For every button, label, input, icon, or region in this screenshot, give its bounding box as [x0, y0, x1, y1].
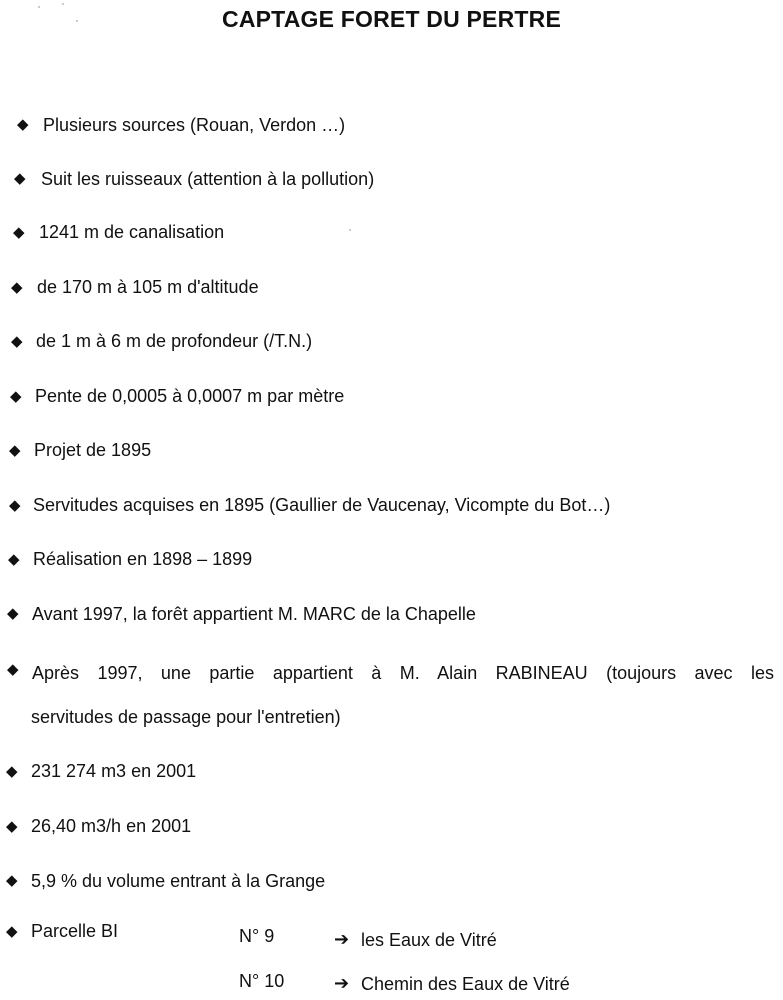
scan-speck [349, 229, 351, 231]
list-item: 5,9 % du volume entrant à la Grange [31, 871, 326, 891]
bullet-icon: ◆ [14, 170, 26, 187]
bullet-icon: ◆ [11, 279, 23, 296]
bullet-icon: ◆ [9, 442, 21, 459]
list-item: Pente de 0,0005 à 0,0007 m par mètre [35, 386, 345, 406]
scan-speck [62, 3, 64, 5]
bullet-icon: ◆ [7, 605, 19, 622]
list-item: 1241 m de canalisation [39, 222, 225, 242]
list-item-long-line1: Après 1997, une partie appartient à M. Alain RABINEAU (toujours avec les [32, 663, 774, 683]
list-item: de 170 m à 105 m d'altitude [37, 277, 259, 297]
bullet-icon: ◆ [17, 116, 29, 133]
list-item: Suit les ruisseaux (attention à la pollution) [41, 169, 375, 189]
bullet-icon: ◆ [10, 388, 22, 405]
arrow-right-icon: ➔ [334, 973, 350, 993]
parcel-number: N° 9 [239, 926, 275, 946]
list-item: 26,40 m3/h en 2001 [31, 816, 192, 836]
list-item: Plusieurs sources (Rouan, Verdon …) [43, 115, 346, 135]
list-item: de 1 m à 6 m de profondeur (/T.N.) [36, 331, 313, 351]
list-item: Réalisation en 1898 – 1899 [33, 549, 253, 569]
list-item: Servitudes acquises en 1895 (Gaullier de Vaucenay, Vicompte du Bot…) [33, 495, 611, 515]
list-item: 231 274 m3 en 2001 [31, 761, 197, 781]
parcel-label: Parcelle BI [31, 921, 119, 941]
bullet-icon: ◆ [6, 818, 18, 835]
bullet-icon: ◆ [6, 923, 18, 940]
arrow-right-icon: ➔ [334, 929, 350, 949]
parcel-number: N° 10 [239, 971, 285, 991]
list-item-long-line2: servitudes de passage pour l'entretien) [31, 707, 341, 727]
bullet-icon: ◆ [13, 224, 25, 241]
bullet-icon: ◆ [7, 661, 19, 678]
bullet-icon: ◆ [6, 763, 18, 780]
parcel-destination: Chemin des Eaux de Vitré [361, 974, 570, 994]
page-title: CAPTAGE FORET DU PERTRE [222, 6, 561, 32]
list-item: Projet de 1895 [34, 440, 152, 460]
bullet-icon: ◆ [11, 333, 23, 350]
bullet-icon: ◆ [9, 497, 21, 514]
bullet-icon: ◆ [6, 872, 18, 889]
parcel-destination: les Eaux de Vitré [361, 930, 497, 950]
list-item: Avant 1997, la forêt appartient M. MARC de la Chapelle [32, 604, 476, 624]
bullet-icon: ◆ [8, 551, 20, 568]
